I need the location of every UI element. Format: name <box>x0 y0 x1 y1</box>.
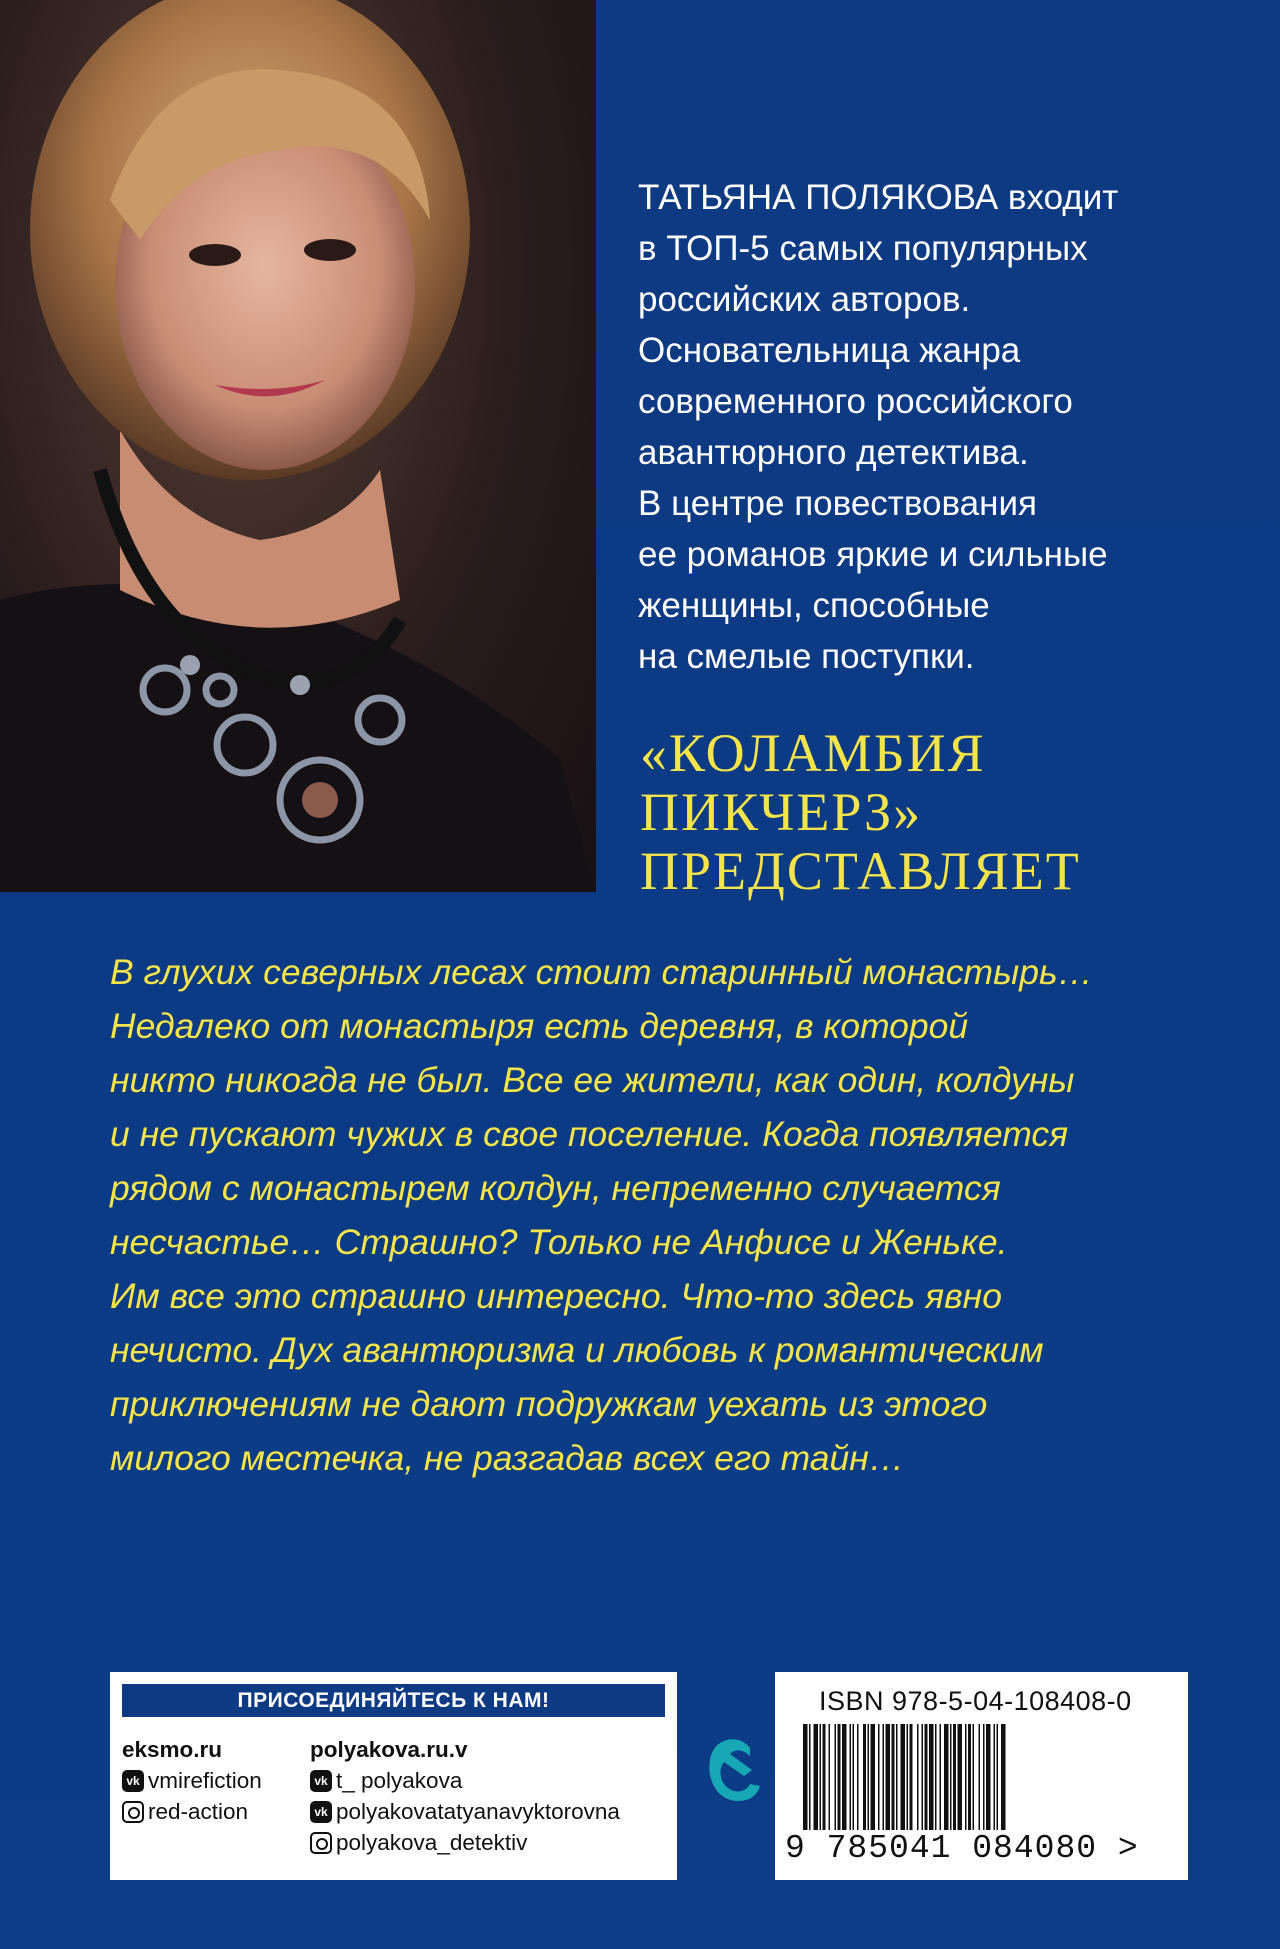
social-link[interactable] <box>122 1765 262 1796</box>
presents-line: ПИКЧЕРЗ» <box>640 782 923 842</box>
blurb-line: никто никогда не был. Все ее жители, как один, колдуны <box>110 1060 1075 1100</box>
social-link[interactable] <box>310 1765 620 1796</box>
social-link[interactable] <box>310 1827 620 1858</box>
publisher-logo-icon <box>700 1726 764 1818</box>
social-link[interactable] <box>122 1796 262 1827</box>
blurb-line: милого местечка, не разгадав всех его тайн… <box>110 1438 905 1478</box>
isbn-digits: 9 785041 084080 > <box>785 1830 1139 1867</box>
barcode-icon <box>803 1724 1163 1830</box>
bio-line: в ТОП-5 самых популярных <box>638 229 1088 268</box>
social-link-label: polyakovatatyanavyktorovna <box>336 1799 620 1824</box>
instagram-icon <box>122 1801 144 1823</box>
author-bio <box>638 172 1238 682</box>
bio-line: авантюрного детектива. <box>638 433 1029 472</box>
blurb-line: Недалеко от монастыря есть деревня, в которой <box>110 1006 969 1046</box>
bio-line: ее романов яркие и сильные <box>638 535 1108 574</box>
bio-line: на смелые поступки. <box>638 637 975 676</box>
vk-icon: vk <box>310 1770 332 1792</box>
bio-line: женщины, способные <box>638 586 990 625</box>
social-links-box <box>110 1672 677 1880</box>
bio-line: В центре повествования <box>638 484 1037 523</box>
author-photo <box>0 0 596 892</box>
site-link-polyakova[interactable]: polyakova.ru.v <box>310 1737 468 1762</box>
bio-line: российских авторов. <box>638 280 971 319</box>
presents-line: «КОЛАМБИЯ <box>640 723 986 783</box>
blurb-line: и не пускают чужих в свое поселение. Когда появляется <box>110 1114 1069 1154</box>
blurb-line: рядом с монастырем колдун, непременно случается <box>110 1168 1001 1208</box>
social-link-label: t_ polyakova <box>336 1768 463 1793</box>
blurb-line: Им все это страшно интересно. Что-то здесь явно <box>110 1276 1002 1316</box>
isbn-label: ISBN 978-5-04-108408-0 <box>819 1686 1132 1716</box>
presents-line: ПРЕДСТАВЛЯЕТ <box>640 841 1081 901</box>
blurb-line: приключениям не дают подружкам уехать из этого <box>110 1384 988 1424</box>
blurb-line: нечисто. Дух авантюризма и любовь к романтическим <box>110 1330 1044 1370</box>
isbn-box <box>775 1672 1188 1880</box>
blurb-line: несчастье… Страшно? Только не Анфисе и Женьке. <box>110 1222 1008 1262</box>
site-link-eksmo[interactable]: eksmo.ru <box>122 1737 223 1762</box>
bio-line: Основательница жанра <box>638 331 1021 370</box>
blurb-line: В глухих северных лесах стоит старинный монастырь… <box>110 952 1094 992</box>
social-column-right <box>310 1734 620 1858</box>
social-link-label: red-action <box>148 1799 249 1824</box>
vk-icon: vk <box>122 1770 144 1792</box>
social-header: ПРИСОЕДИНЯЙТЕСЬ К НАМ! <box>122 1684 665 1717</box>
social-link-label: vmirefiction <box>148 1768 262 1793</box>
social-column-left <box>122 1734 262 1827</box>
social-link[interactable] <box>310 1796 620 1827</box>
vk-icon: vk <box>310 1801 332 1823</box>
book-blurb <box>110 945 1200 1485</box>
bio-line: ТАТЬЯНА ПОЛЯКОВА входит <box>638 178 1119 217</box>
instagram-icon <box>310 1832 332 1854</box>
social-link-label: polyakova_detektiv <box>336 1830 528 1855</box>
presents-heading <box>640 724 1081 901</box>
bio-line: современного российского <box>638 382 1073 421</box>
